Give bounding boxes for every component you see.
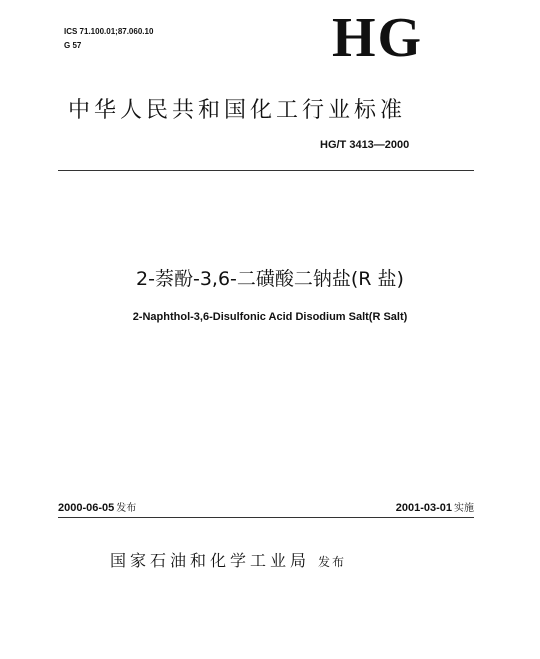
- issue-date: 2000-06-05: [58, 502, 115, 514]
- authority-name: 国家石油和化学工业局: [110, 551, 311, 570]
- issue-date-block: [58, 499, 136, 514]
- document-title-chinese: 2-萘酚-3,6-二磺酸二钠盐(R 盐): [136, 268, 404, 290]
- implement-date: 2001-03-01: [395, 502, 452, 514]
- standard-number: HG/T 3413—2000: [320, 139, 410, 151]
- ccs-code: G 57: [64, 41, 82, 50]
- publish-label: 发布: [318, 555, 347, 569]
- implement-date-block: [396, 499, 474, 514]
- implement-label: 实施: [454, 503, 474, 514]
- bottom-divider: [58, 517, 474, 518]
- hg-logo: HG: [332, 7, 424, 69]
- top-divider: [58, 170, 474, 171]
- standard-body-title: 中华人民共和国化工行业标准: [68, 98, 407, 123]
- issuing-authority: [110, 548, 346, 571]
- document-title-english: 2-Naphthol-3,6-Disulfonic Acid Disodium Salt(R Salt): [132, 311, 408, 323]
- ics-code: ICS 71.100.01;87.060.10: [64, 27, 154, 36]
- issue-label: 发布: [116, 503, 137, 514]
